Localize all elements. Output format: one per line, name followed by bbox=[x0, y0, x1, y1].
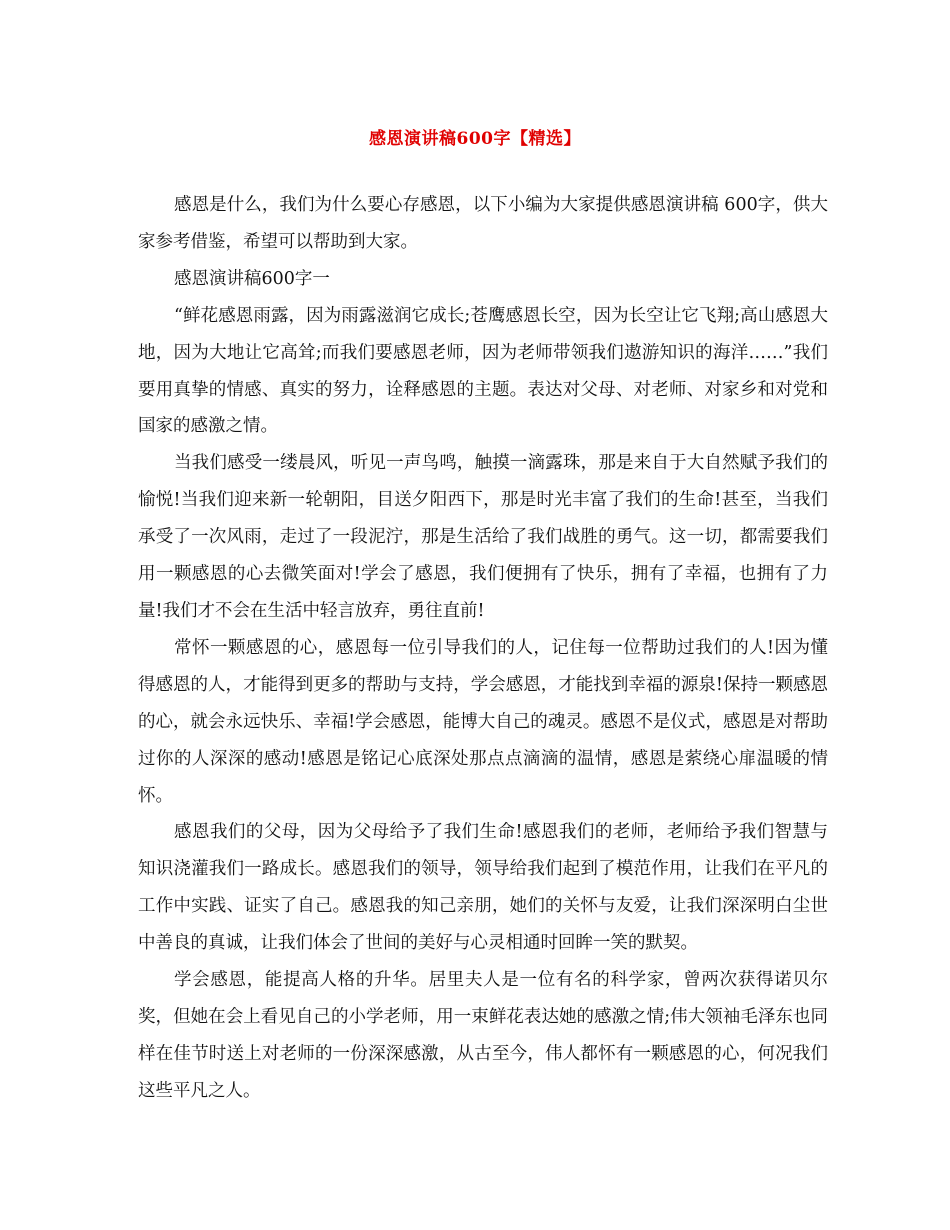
paragraph: 感恩我们的父母，因为父母给予了我们生命!感恩我们的老师，老师给予我们智慧与知识浇灌我们一路成长。感恩我们的领导，领导给我们起到了模范作用，让我们在平凡的工作中实践、证实了自己。感恩我的知己亲朋，她们的关怀与友爱，让我们深深明白尘世中善良的真诚，让我们体会了世间的美好与心灵相通时回眸一笑的默契。 bbox=[138, 822, 828, 954]
document-body bbox=[138, 187, 828, 1110]
paragraph: “鲜花感恩雨露，因为雨露滋润它成长;苍鹰感恩长空，因为长空让它飞翔;高山感恩大地，因为大地让它高耸;而我们要感恩老师，因为老师带领我们遨游知识的海洋……”我们要用真挚的情感、真实的努力，诠释感恩的主题。表达对父母、对老师、对家乡和对党和国家的感激之情。 bbox=[138, 305, 828, 437]
paragraph: 当我们感受一缕晨风，听见一声鸟鸣，触摸一滴露珠，那是来自于大自然赋予我们的愉悦!当我们迎来新一轮朝阳，目送夕阳西下，那是时光丰富了我们的生命!甚至，当我们承受了一次风雨，走过了一段泥泞，那是生活给了我们战胜的勇气。这一切，都需要我们用一颗感恩的心去微笑面对!学会了感恩，我们便拥有了快乐，拥有了幸福，也拥有了力量!我们才不会在生活中轻言放弃，勇往直前! bbox=[138, 453, 828, 621]
section-heading: 感恩演讲稿600字一 bbox=[174, 268, 330, 289]
paragraph-intro: 感恩是什么，我们为什么要心存感恩，以下小编为大家提供感恩演讲稿 600字，供大家参考借鉴，希望可以帮助到大家。 bbox=[138, 195, 828, 252]
paragraph: 学会感恩，能提高人格的升华。居里夫人是一位有名的科学家，曾两次获得诺贝尔奖，但她在会上看见自己的小学老师，用一束鲜花表达她的感激之情;伟大领袖毛泽东也同样在佳节时送上对老师的一份深深感激，从古至今，伟人都怀有一颗感恩的心，何况我们这些平凡之人。 bbox=[138, 970, 828, 1101]
document-title: 感恩演讲稿600字【精选】 bbox=[369, 129, 581, 149]
paragraph: 常怀一颗感恩的心，感恩每一位引导我们的人，记住每一位帮助过我们的人!因为懂得感恩的人，才能得到更多的帮助与支持，学会感恩，才能找到幸福的源泉!保持一颗感恩的心，就会永远快乐、幸福!学会感恩，能博大自己的魂灵。感恩不是仪式，感恩是对帮助过你的人深深的感动!感恩是铭记心底深处那点点滴滴的温情，感恩是萦绕心扉温暖的情怀。 bbox=[138, 637, 828, 806]
